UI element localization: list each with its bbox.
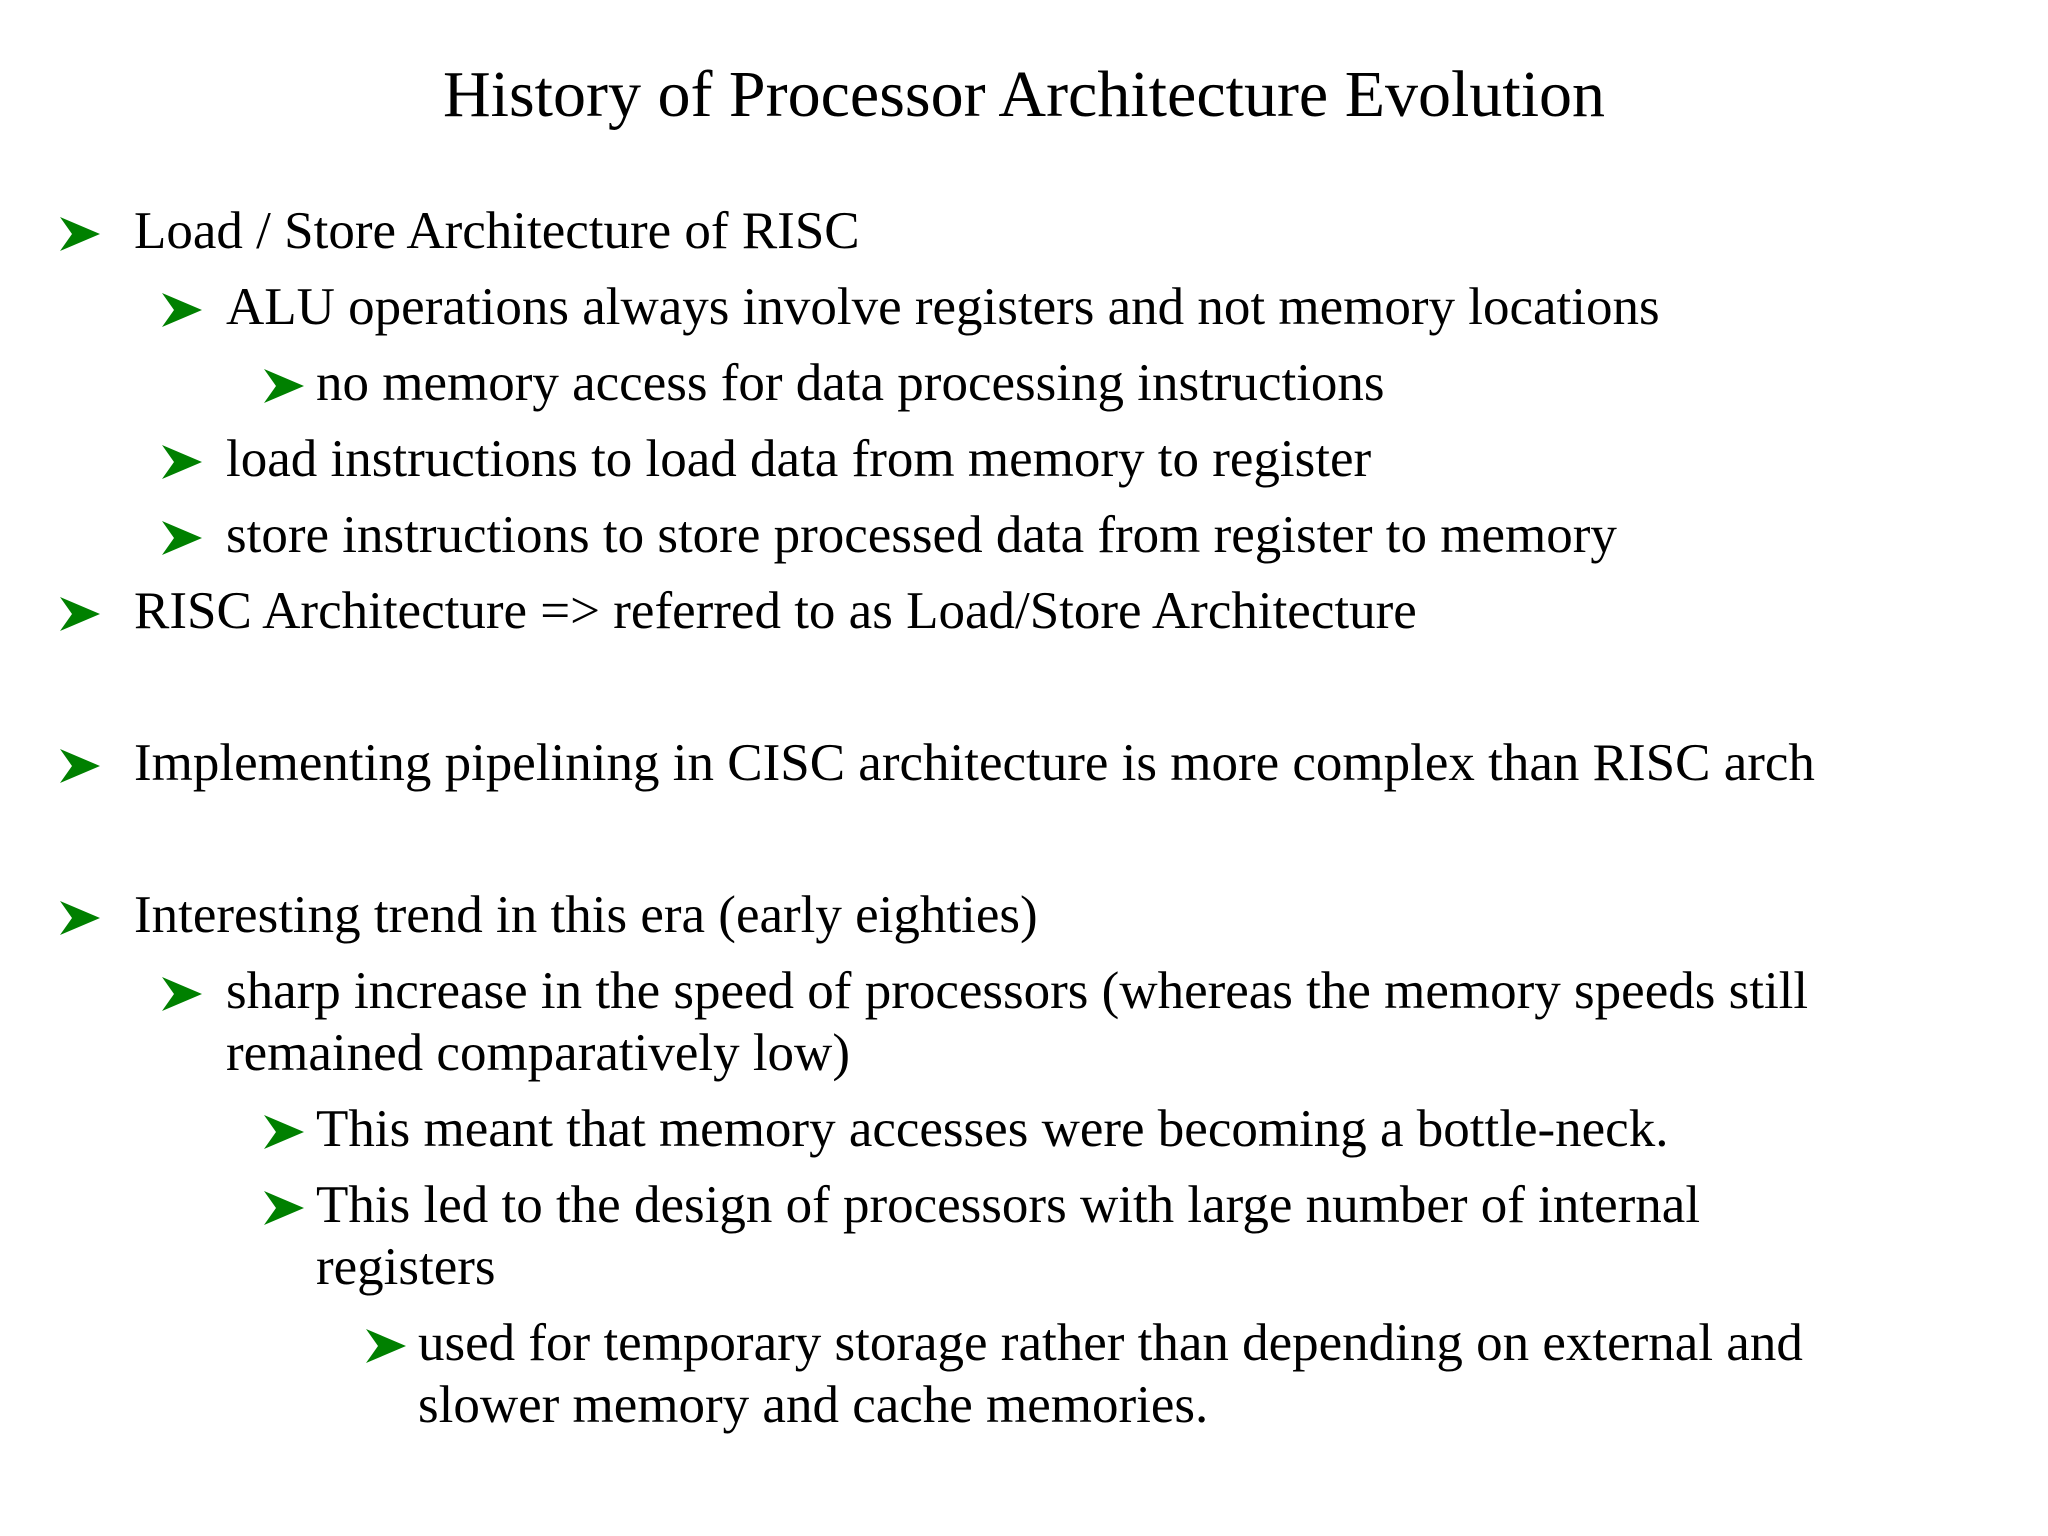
bullet-text-line: sharp increase in the speed of processors (whereas the memory speeds still [226,962,1809,1020]
bullet-text-line: This led to the design of processors with large number of internal [316,1176,1701,1234]
bullet-text: RISC Architecture => referred to as Load/Store Architecture [134,582,1417,640]
bullet-arrow-icon [262,1113,306,1151]
bullet-text-line: slower memory and cache memories. [418,1376,1209,1434]
bullet-arrow-icon [160,443,204,481]
bullet-temporary-storage [418,1312,1803,1436]
bullet-internal-registers [316,1174,1700,1298]
bullet-text: store instructions to store processed data from register to memory [226,506,1617,564]
bullet-text: This meant that memory accesses were becoming a bottle-neck. [316,1100,1669,1158]
bullet-arrow-icon [58,595,102,633]
bullet-store-instructions [226,504,1617,566]
bullet-text: Interesting trend in this era (early eighties) [134,886,1038,944]
bullet-text: Implementing pipelining in CISC architecture is more complex than RISC arch [134,734,1815,792]
bullet-arrow-icon [262,367,306,405]
bullet-text: Load / Store Architecture of RISC [134,202,860,260]
bullet-arrow-icon [364,1327,408,1365]
bullet-bottle-neck [316,1098,1668,1160]
bullet-arrow-icon [160,291,204,329]
bullet-text: ALU operations always involve registers and not memory locations [226,278,1660,336]
slide-title: History of Processor Architecture Evolution [442,58,1606,131]
bullet-risc-load-store [134,580,1417,642]
bullet-interesting-trend [134,884,1038,946]
bullet-text: load instructions to load data from memory to register [226,430,1372,488]
bullet-text-line: used for temporary storage rather than depending on external and [418,1314,1803,1372]
bullet-arrow-icon [58,899,102,937]
bullet-arrow-icon [160,975,204,1013]
bullet-text-line: registers [316,1238,496,1296]
bullet-arrow-icon [160,519,204,557]
bullet-arrow-icon [58,747,102,785]
bullet-arrow-icon [262,1189,306,1227]
bullet-text-line: remained comparatively low) [226,1024,850,1082]
bullet-load-store-risc [134,200,860,262]
bullet-text: no memory access for data processing instructions [316,354,1385,412]
bullet-sharp-increase [226,960,1808,1084]
bullet-alu-operations [226,276,1660,338]
bullet-load-instructions [226,428,1371,490]
bullet-arrow-icon [58,215,102,253]
bullet-no-memory-access [316,352,1385,414]
bullet-pipelining-cisc [134,732,1815,794]
